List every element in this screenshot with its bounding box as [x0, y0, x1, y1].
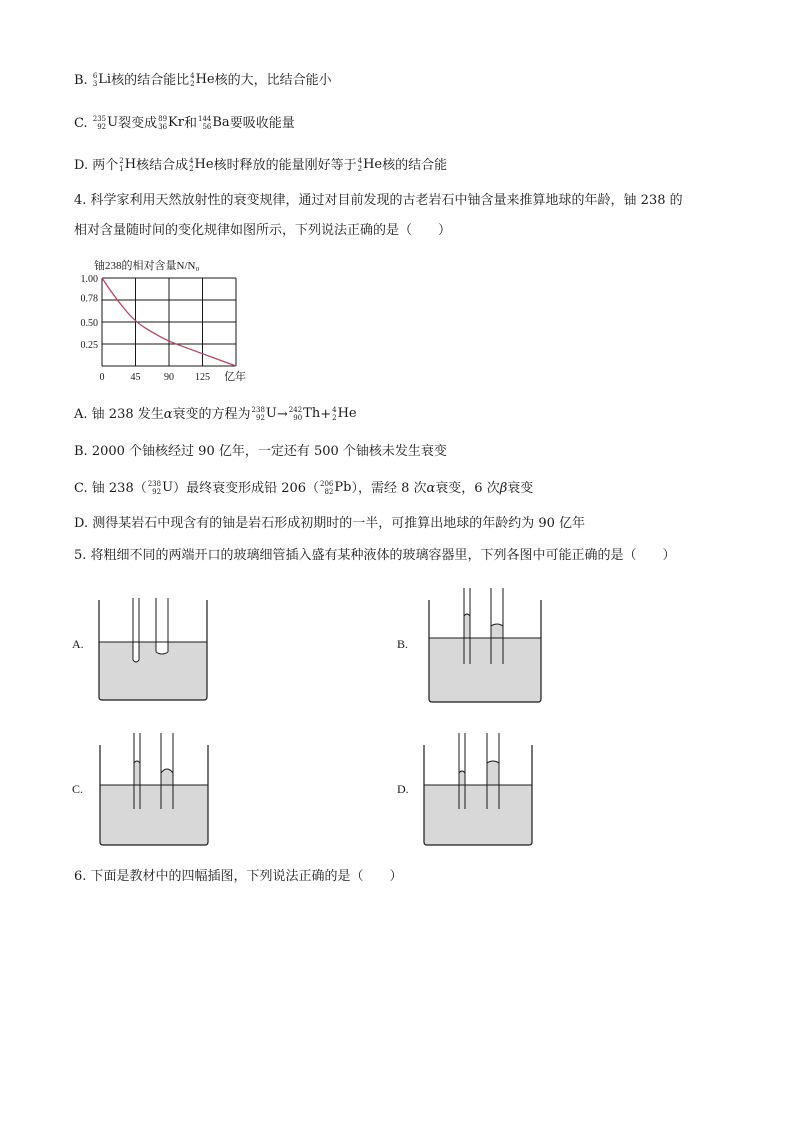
- x-tick-label: 0: [99, 372, 105, 383]
- q5-stem: 5. 将粗细不同的两端开口的玻璃细管插入盛有某种液体的玻璃容器里，下列各图中可能正确的是（ ）: [74, 548, 676, 563]
- q5-label-a[interactable]: A.: [72, 637, 84, 651]
- nuclide-he4: 4 2 He: [190, 72, 215, 88]
- x-tick-label: 90: [164, 372, 174, 383]
- y-tick-labels: [81, 274, 99, 351]
- liquid: [429, 614, 541, 702]
- q4-stem-line2: 相对含量随时间的变化规律如图所示，下列说法正确的是（ ）: [74, 223, 452, 238]
- capillary-figure-d[interactable]: [421, 733, 535, 847]
- q4-stem-line1: 4. 科学家利用天然放射性的衰变规律，通过对目前发现的古老岩石中铀含量来推算地球的年龄，铀 238 的: [74, 193, 683, 208]
- q3-option-b[interactable]: B. 6 3 Li核的结合能比 4 2 He核的大，比结合能小: [74, 70, 332, 91]
- x-tick-labels: [100, 372, 211, 383]
- nuclide-he4: 4 2 He: [357, 157, 383, 173]
- nuclide-he4: 4 2 He: [332, 406, 357, 422]
- x-tick-label: 45: [130, 372, 141, 383]
- y-tick-label: 0.25: [80, 340, 98, 351]
- x-axis-label: 亿年: [224, 371, 246, 383]
- q4-option-b[interactable]: B. 2000 个铀核经过 90 亿年，一定还有 500 个铀核未发生衰变: [74, 444, 447, 459]
- nuclide-u235: 235 92 U: [92, 115, 119, 131]
- q5-label-c[interactable]: C.: [72, 782, 84, 796]
- nuclide-pb206: 206 82 Pb: [320, 480, 352, 496]
- y-tick-label: 0.78: [80, 293, 98, 305]
- nuclide-h2: 2 1 H: [119, 157, 137, 173]
- nuclide-u238: 238 92 U: [147, 480, 174, 496]
- nuclide-he4: 4 2 He: [189, 157, 214, 173]
- liquid: [424, 761, 532, 845]
- nuclide-ba144: 144 56 Ba: [198, 115, 230, 131]
- q5-label-d[interactable]: D.: [397, 782, 409, 796]
- q5-label-b[interactable]: B.: [397, 637, 409, 651]
- capillary-figure-a[interactable]: [96, 598, 210, 702]
- x-tick-label: 125: [195, 372, 210, 383]
- liquid: [99, 642, 207, 700]
- nuclide-u238: 238 92 U: [251, 406, 277, 422]
- chart-title: 铀238的相对含量N/N₀: [94, 260, 200, 272]
- q4-option-c[interactable]: C. 铀 238（ 238 92 U）最终衰变形成铅 206（ 206 82 Pb），需经 8 次α衰变，6 次β衰变: [74, 478, 533, 499]
- q3-option-c[interactable]: C. 235 92 U裂变成 89 36 Kr和 144 56 Ba要吸收能量: [74, 113, 295, 134]
- nuclide-li6: 6 3 Li: [92, 72, 112, 88]
- q3-option-d[interactable]: D. 两个 2 1 H核结合成 4 2 He核时释放的能量刚好等于 4 2 He核的结合能: [74, 155, 447, 176]
- q4-option-a[interactable]: A. 铀 238 发生α衰变的方程为 238 92 U→ 242 90 Th+ 4 2 He: [74, 404, 357, 425]
- q4-option-d[interactable]: D. 测得某岩石中现含有的铀是岩石形成初期时的一半，可推算出地球的年龄约为 90 亿年: [74, 516, 586, 531]
- y-tick-label: 1.00: [80, 274, 98, 285]
- liquid: [100, 761, 208, 845]
- chart-grid: [102, 278, 236, 366]
- capillary-figure-b[interactable]: [426, 588, 544, 704]
- nuclide-th242: 242 90 Th: [288, 406, 321, 422]
- uranium-decay-chart: [66, 252, 266, 387]
- nuclide-kr89: 89 36 Kr: [158, 115, 184, 131]
- y-tick-label: 0.50: [80, 318, 98, 329]
- capillary-figure-c[interactable]: [97, 733, 211, 847]
- q6-stem: 6. 下面是教材中的四幅插图，下列说法正确的是（ ）: [74, 869, 403, 884]
